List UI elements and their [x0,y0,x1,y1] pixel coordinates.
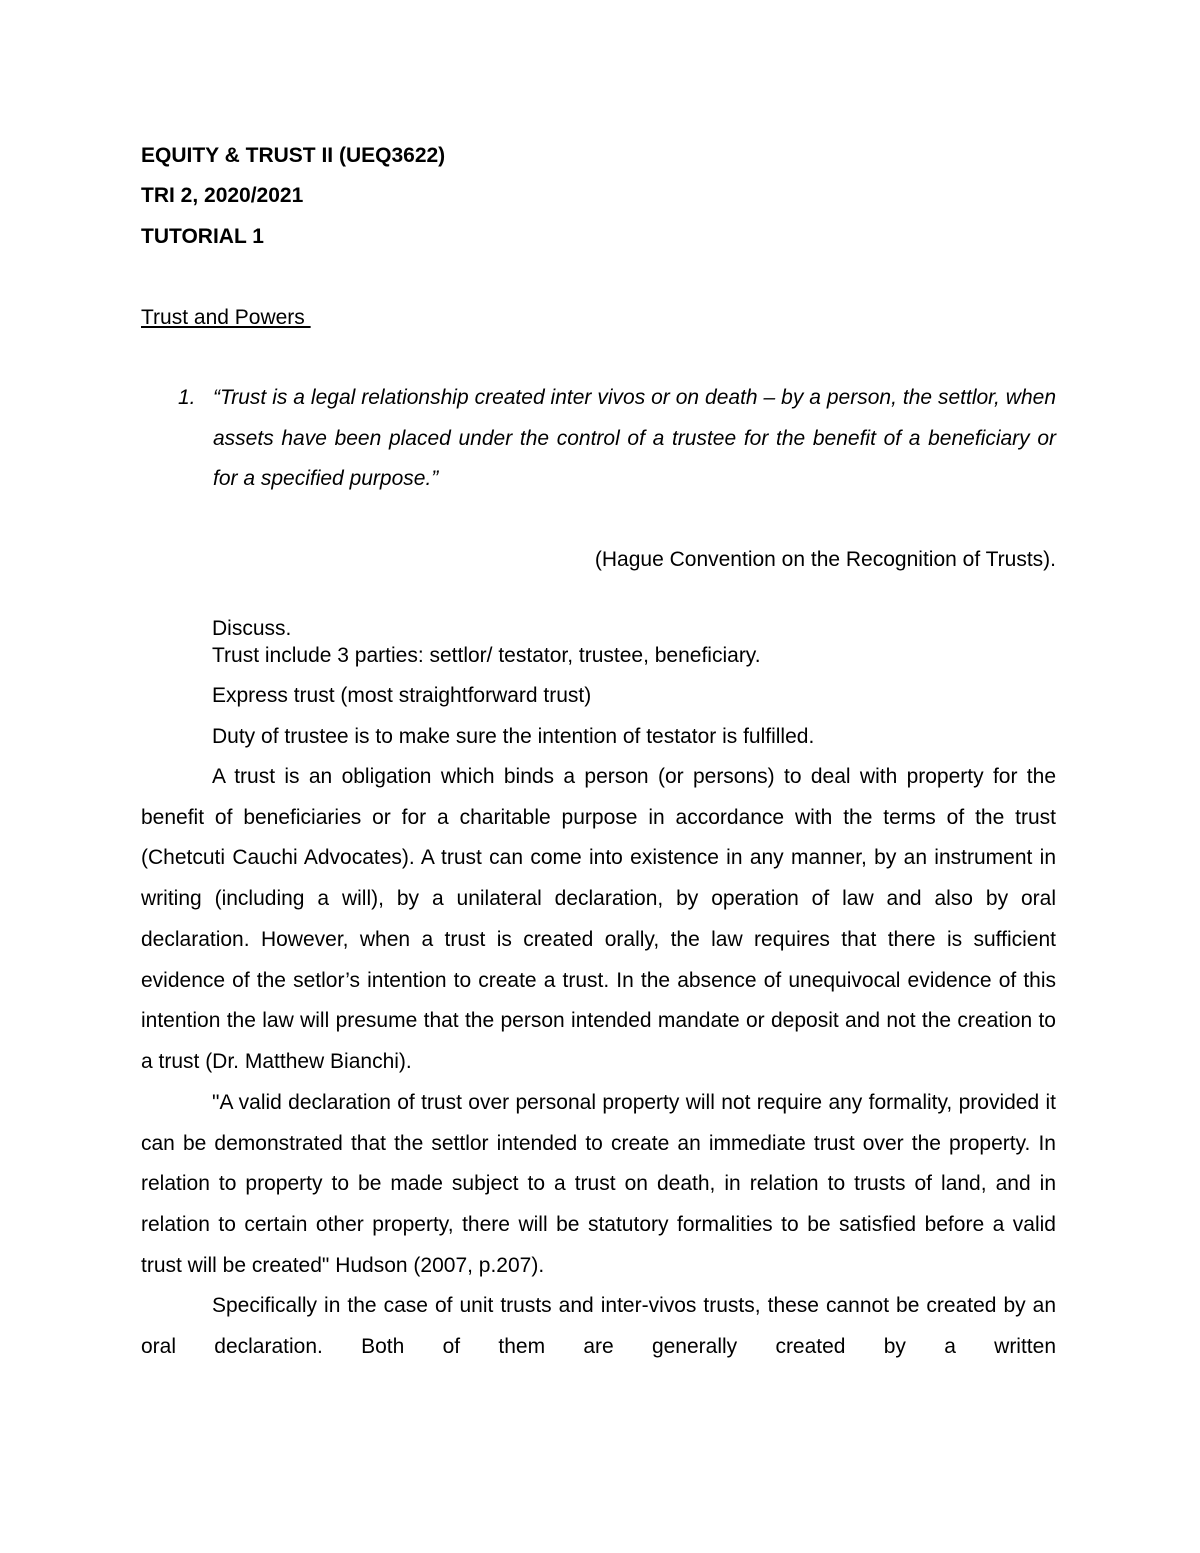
paragraph-trust-obligation: A trust is an obligation which binds a person (or persons) to deal with property for the benefit of beneficiaries or for a charitable purpose in accordance with the terms of the trust (Chetcuti Cauchi Advocates). A trust can come into existence in any manner, by an instrument in writing (including a will), by a unilateral declaration, by operation of law and also by oral declaration. However, when a trust is created orally, the law requires that there is sufficient evidence of the setlor’s intention to create a trust. In the absence of unequivocal evidence of this intention the law will presume that the person intended mandate or deposit and not the creation to a trust (Dr. Matthew Bianchi). [141,765,1056,1073]
paragraph-hudson-quote: "A valid declaration of trust over personal property will not require any formality, provided it can be demonstrated that the settlor intended to create an immediate trust over the property. In relation to property to be made subject to a trust on death, in relation to trusts of land, and in relation to certain other property, there will be statutory formalities to be satisfied before a valid trust will be created" Hudson (2007, p.207). [141,1091,1056,1277]
term-line: TRI 2, 2020/2021 [141,184,304,207]
section-title: Trust and Powers [141,306,311,329]
quote-source: (Hague Convention on the Recognition of Trusts). [594,548,1056,571]
question-quote: “Trust is a legal relationship created inter vivos or on death – by a person, the settlor, when assets have been placed under the control of a trustee for the benefit of a beneficiary or for a specified purpose.” [213,386,1056,491]
discuss-label: Discuss. [212,617,292,640]
paragraph-unit-trusts: Specifically in the case of unit trusts and inter-vivos trusts, these cannot be created by an oral declaration. Both of them are generally created by a written [141,1294,1056,1358]
note-parties: Trust include 3 parties: settlor/ testator, trustee, beneficiary. [212,644,761,667]
note-express-trust: Express trust (most straightforward trust) [212,684,592,707]
question-number: 1. [178,386,196,409]
course-title: EQUITY & TRUST II (UEQ3622) [141,144,446,167]
note-trustee-duty: Duty of trustee is to make sure the intention of testator is fulfilled. [212,725,815,748]
tutorial-heading: TUTORIAL 1 [141,225,264,248]
